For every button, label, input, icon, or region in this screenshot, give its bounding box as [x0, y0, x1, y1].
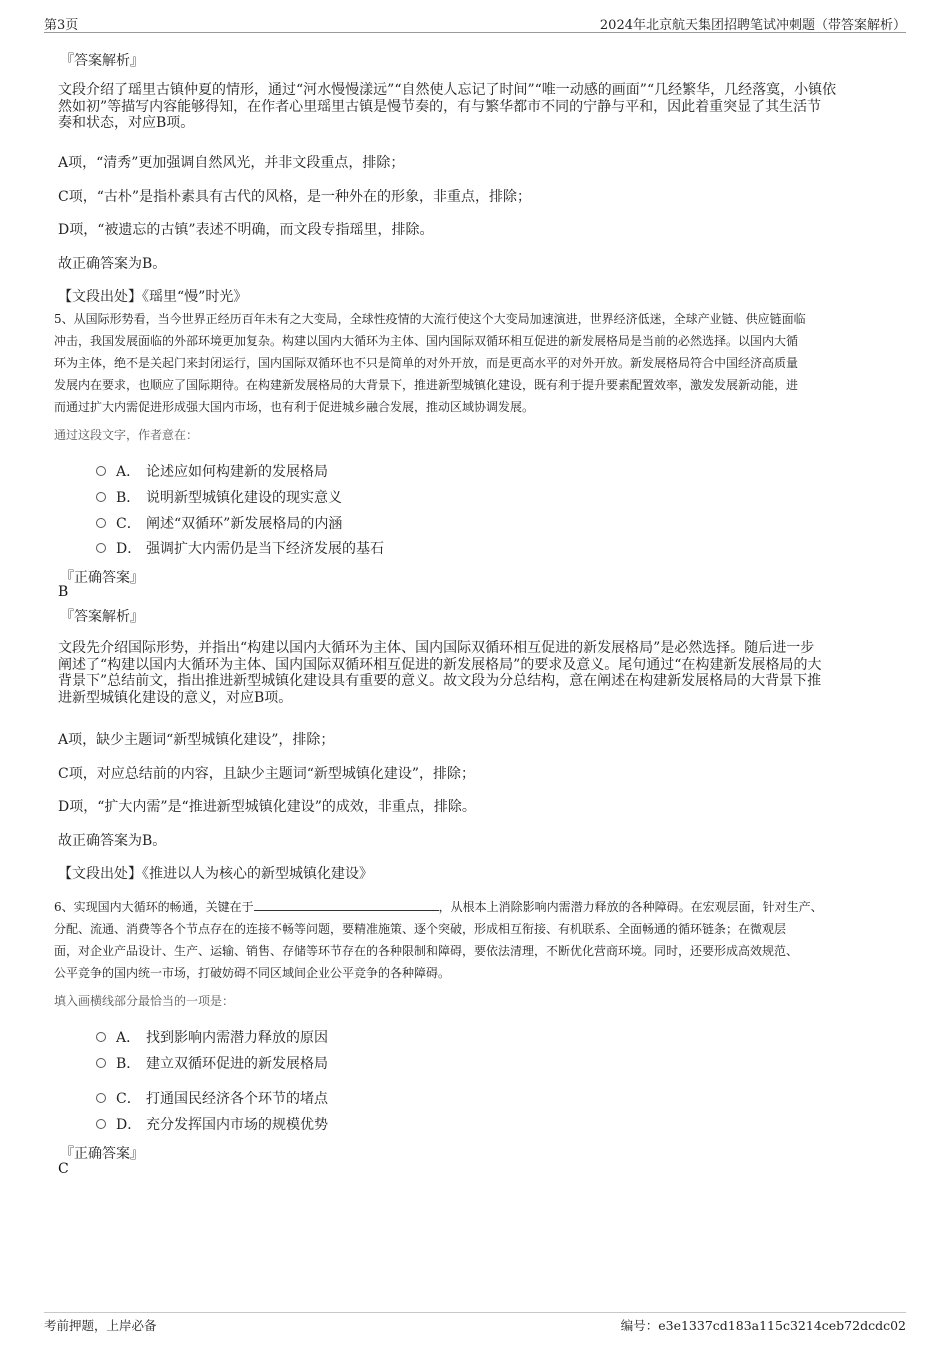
option-text: 阐述“双循环”新发展格局的内涵: [146, 516, 343, 532]
question-line: 面，对企业产品设计、生产、运输、销售、存储等环节存在的各种限制和障碍，要依法清理，不断优化营商环境。同时，还要形成高效规范、: [54, 944, 799, 958]
option-c[interactable]: [96, 513, 342, 533]
footer-slogan: 考前押题，上岸必备: [44, 1318, 157, 1333]
question-stem: 通过这段文字，作者意在：: [54, 428, 199, 442]
analysis-label: 『答案解析』: [60, 53, 144, 69]
question-stem: 填入画横线部分最恰当的一项是：: [54, 994, 235, 1008]
option-d[interactable]: [96, 538, 384, 558]
analysis-line: 文段先介绍国际形势，并指出“构建以国内大循环为主体、国内国际双循环相互促进的新发展格局”是必然选择。随后进一步: [58, 640, 815, 656]
option-text: 充分发挥国内市场的规模优势: [146, 1117, 328, 1133]
option-text: 打通国民经济各个环节的堵点: [146, 1091, 328, 1107]
analysis-label: 『答案解析』: [60, 609, 144, 625]
radio-button[interactable]: [96, 543, 106, 553]
option-letter: D．: [116, 541, 142, 557]
question-line: 冲击，我国发展面临的外部环境更加复杂。构建以国内大循环为主体、国内国际双循环相互促进的新发展格局是当前的必然选择。以国内大循: [54, 334, 799, 348]
analysis-line: 阐述了“构建以国内大循环为主体、国内国际双循环相互促进的新发展格局”的要求及意义。尾句通过“在构建新发展格局的大: [58, 656, 822, 673]
elimination-c: C项，“古朴”是指朴素具有古代的风格，是一种外在的形象，非重点，排除；: [58, 189, 532, 205]
option-b[interactable]: [96, 1053, 328, 1073]
source-citation: 【文段出处】《瑶里“慢”时光》: [58, 289, 248, 305]
radio-button[interactable]: [96, 1119, 106, 1129]
analysis-line: 然如初”等描写内容能够得知，在作者心里瑶里古镇是慢节奏的，有与繁华都市不同的宁静与平和，因此着重突显了其生活节: [58, 98, 822, 115]
option-a[interactable]: [96, 461, 328, 481]
source-citation: 【文段出处】《推进以人为核心的新型城镇化建设》: [58, 866, 373, 882]
radio-button[interactable]: [96, 466, 106, 476]
analysis-line: 背景下”总结前文，指出推进新型城镇化建设具有重要的意义。故文段为分总结构，意在阐述在构建新发展格局的大背景下推: [58, 673, 822, 689]
correct-answer: B: [58, 584, 69, 600]
option-letter: A．: [116, 1030, 141, 1046]
document-title: 2024年北京航天集团招聘笔试冲刺题（带答案解析）: [599, 18, 906, 33]
correct-answer-label: 『正确答案』: [60, 1146, 144, 1162]
conclusion: 故正确答案为B。: [58, 833, 167, 849]
page-header: [44, 12, 906, 33]
correct-answer: C: [58, 1161, 69, 1177]
option-text: 论述应如何构建新的发展格局: [146, 464, 328, 480]
option-letter: A．: [116, 464, 141, 480]
radio-button[interactable]: [96, 1032, 106, 1042]
page-footer: [44, 1312, 906, 1335]
analysis-line: 进新型城镇化建设的意义，对应B项。: [58, 689, 293, 706]
correct-answer-label: 『正确答案』: [60, 570, 144, 586]
option-letter: B．: [116, 1056, 141, 1072]
option-text: 找到影响内需潜力释放的原因: [146, 1030, 328, 1046]
option-letter: C．: [116, 516, 141, 532]
analysis-text: [58, 640, 898, 706]
elimination-a: A项，“清秀”更加强调自然风光，并非文段重点，排除；: [58, 155, 405, 171]
option-letter: D．: [116, 1117, 142, 1133]
question-line: 而通过扩大内需促进形成强大国内市场，也有利于促进城乡融合发展，推动区域协调发展。: [54, 400, 535, 414]
question-6-text: [54, 896, 904, 984]
elimination-d: D项，“扩大内需”是“推进新型城镇化建设”的成效，非重点，排除。: [58, 799, 476, 815]
radio-button[interactable]: [96, 1093, 106, 1103]
analysis-line: 文段介绍了瑶里古镇仲夏的情形，通过“河水慢慢漾远”“自然使人忘记了时间”“唯一动感的画面”“几经繁华，几经落寞，小镇依: [58, 82, 837, 98]
option-c[interactable]: [96, 1088, 328, 1108]
question-line: 5、从国际形势看，当今世界正经历百年未有之大变局，全球性疫情的大流行使这个大变局加速演进，世界经济低迷，全球产业链、供应链面临: [54, 312, 806, 326]
elimination-d: D项，“被遗忘的古镇”表述不明确，而文段专指瑶里，排除。: [58, 222, 434, 238]
question-line: 公平竞争的国内统一市场，打破妨碍不同区域间企业公平竞争的各种障碍。: [54, 966, 451, 980]
option-b[interactable]: [96, 487, 342, 507]
elimination-a: A项，缺少主题词“新型城镇化建设”，排除；: [58, 732, 335, 748]
question-text-before-blank: 6、实现国内大循环的畅通，关键在于: [54, 900, 254, 914]
option-letter: B．: [116, 490, 141, 506]
option-d[interactable]: [96, 1114, 328, 1134]
analysis-text: [58, 82, 898, 132]
conclusion: 故正确答案为B。: [58, 256, 167, 272]
analysis-line: 奏和状态，对应B项。: [58, 115, 195, 131]
option-text: 强调扩大内需仍是当下经济发展的基石: [146, 541, 384, 557]
question-text-after-blank: ，从根本上消除影响内需潜力释放的各种障碍。在宏观层面，针对生产、: [438, 900, 823, 914]
fill-blank: [254, 898, 439, 911]
option-letter: C．: [116, 1091, 141, 1107]
question-5-text: [54, 308, 904, 418]
option-text: 说明新型城镇化建设的现实意义: [146, 490, 342, 506]
page-number: 第3页: [44, 18, 79, 33]
question-line: [54, 896, 904, 918]
radio-button[interactable]: [96, 492, 106, 502]
radio-button[interactable]: [96, 1058, 106, 1068]
question-line: 分配、流通、消费等各个节点存在的连接不畅等问题，要精准施策、逐个突破，形成相互衔接、有机联系、全面畅通的循环链条；在微观层: [54, 922, 787, 936]
option-text: 建立双循环促进的新发展格局: [146, 1056, 328, 1072]
document-id: 编号：e3e1337cd183a115c3214ceb72dcdc02: [620, 1318, 906, 1333]
elimination-c: C项，对应总结前的内容，且缺少主题词“新型城镇化建设”，排除；: [58, 766, 476, 782]
option-a[interactable]: [96, 1027, 328, 1047]
question-line: 环为主体，绝不是关起门来封闭运行，国内国际双循环也不只是简单的对外开放，而是更高水平的对外开放。新发展格局符合中国经济高质量: [54, 356, 799, 370]
question-line: 发展内在要求，也顺应了国际期待。在构建新发展格局的大背景下，推进新型城镇化建设，既有利于提升要素配置效率，激发发展新动能，进: [54, 378, 799, 392]
radio-button[interactable]: [96, 518, 106, 528]
